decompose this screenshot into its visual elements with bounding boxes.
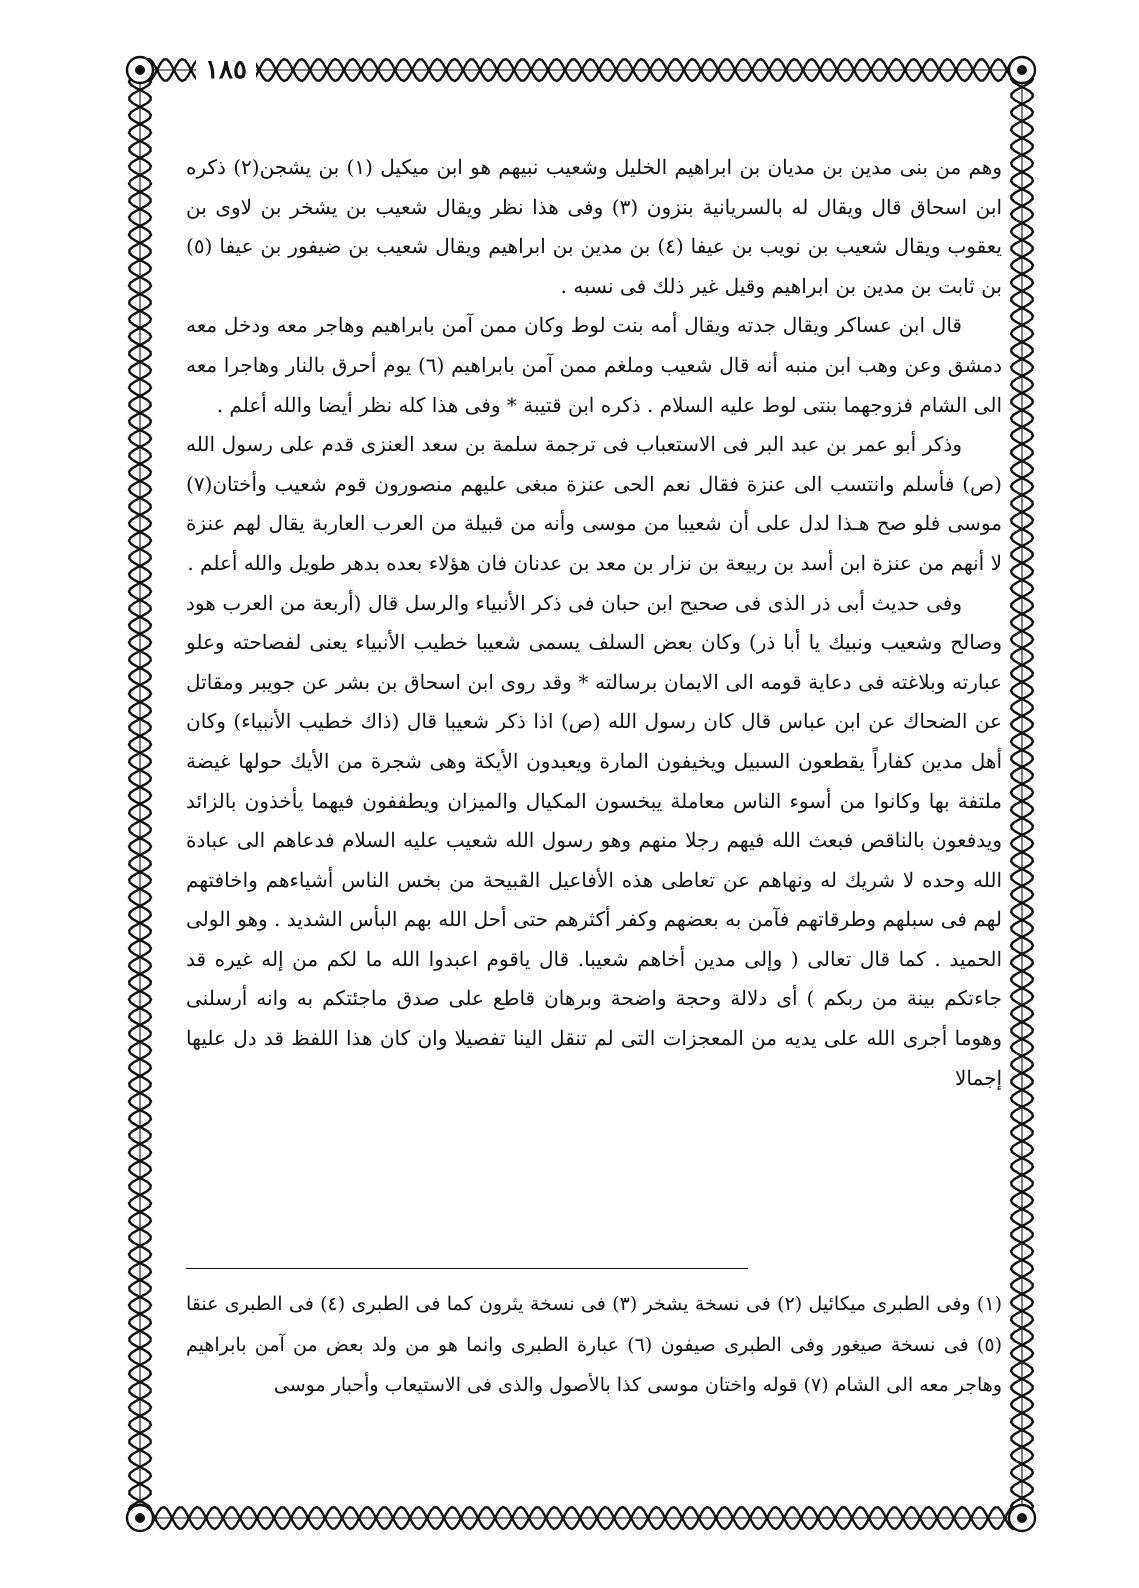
footnotes xyxy=(186,1284,1002,1406)
border-corner-dot-3 xyxy=(135,1513,145,1523)
paragraph-lineage: وهم من بنى مدين بن مديان بن ابراهيم الخليل وشعيب نبيهم هو ابن ميكيل (١) بن يشجن(٢) ذكره ابن اسحاق قال ويقال له بالسريانية بنزون (٣) وفى هذا نظر ويقال شعيب بن يشخر بن لاوى بن يعقوب ويقال شعيب بن نويب بن عيفا (٤) بن مدين بن ابراهيم ويقال شعيب بن ضيفور بن عيفا (٥) بن ثابت بن مدين بن ابراهيم وقيل غير ذلك فى نسبه . xyxy=(186,155,1003,298)
main-text xyxy=(186,148,1002,1098)
paragraph-ibn-asakir: قال ابن عساكر ويقال جدته ويقال أمه بنت لوط وكان ممن آمن بابراهيم وهاجر معه ودخل معه دمشق وعن وهب ابن منبه أنه قال شعيب وملغم ممن آمن بابراهيم (٦) يوم أحرق بالنار وهاجرا معه الى الشام فزوجهما بنتى لوط عليه السلام . ذكره ابن قتيبة * وفى هذا كله نظر أيضا والله أعلم . xyxy=(186,313,1002,417)
border-corner-dot-1 xyxy=(1017,65,1027,75)
border-corner-dot-0 xyxy=(135,65,145,75)
page-number: ١٨٥ xyxy=(196,52,256,88)
paragraph-istiab: وذكر أبو عمر بن عبد البر فى الاستعباب فى ترجمة سلمة بن سعد العنزى قدم على رسول الله (ص) فأسلم وانتسب الى عنزة فقال نعم الحى عنزة مبغى عليهم منصورون قوم شعيب وأختان(٧) موسى فلو صح هـذا لدل على أن شعيبا من موسى وأنه من قبيلة من العرب العاربة يقال لهم عنزة لا أنهم من عنزة ابن أسد بن ربيعة بن نزار بن معد بن عدنان فان هؤلاء بعده بدهر طويل والله أعلم . xyxy=(186,432,1002,575)
paragraph-abu-dhar-hadith: وفى حديث أبى ذر الذى فى صحيح ابن حبان فى ذكر الأنبياء والرسل قال (أربعة من العرب هود وصالح وشعيب ونبيك يا أبا ذر) وكان بعض السلف يسمى شعيبا خطيب الأنبياء يعنى لفصاحته وعلو عبارته وبلاغته فى دعاية قومه الى الايمان برسالته * وقد روى ابن اسحاق بن بشر عن جويبر ومقاتل عن الضحاك عن ابن عباس قال كان رسول الله (ص) اذا ذكر شعيبا قال (ذاك خطيب الأنبياء) وكان أهل مدين كفاراً يقطعون السبيل ويخيفون المارة ويعبدون الأيكة وهى شجرة من الأيك حولها غيضة ملتفة بها وكانوا من أسوء الناس معاملة يبخسون المكيال والميزان ويطففون فيهما يأخذون بالزائد ويدفعون بالناقص فبعث الله فيهم رجلا منهم وهو رسول الله شعيب عليه السلام فدعاهم الى عبادة الله وحده لا شريك له ونهاهم عن تعاطى هذه الأفاعيل القبيحة من بخس الناس أشياءهم واخافتهم لهم فى سبلهم وطرقاتهم فآمن به بعضهم وكفر أكثرهم حتى أحل الله بهم البأس الشديد . وهو الولى الحميد . كما قال تعالى ( وإلى مدين أخاهم شعيبا. قال ياقوم اعبدوا الله ما لكم من إله غيره قد جاءتكم بينة من ربكم ) أى دلالة وحجة واضحة وبرهان قاطع على صدق ماجئتكم به وانه أرسلنى وهوما أجرى الله على يديه من المعجزات التى لم تنقل الينا تفصيلا وان كان هذا اللفظ قد دل عليها إجمالا xyxy=(186,590,1002,1090)
footnote-divider xyxy=(186,1268,748,1269)
border-corner-dot-2 xyxy=(1017,1513,1027,1523)
footnote-text: (١) وفى الطبرى ميكائيل (٢) فى نسخة يشخر (٣) فى نسخة يثرون كما فى الطبرى (٤) فى الطبرى عنقا (٥) فى نسخة صيغور وفى الطبرى صيفون (٦) عبارة الطبرى وانما هو من ولد بعض من آمن بابراهيم وهاجر معه الى الشام (٧) قوله واختان موسى كذا بالأصول والذى فى الاستيعاب وأحبار موسى xyxy=(186,1293,1002,1396)
